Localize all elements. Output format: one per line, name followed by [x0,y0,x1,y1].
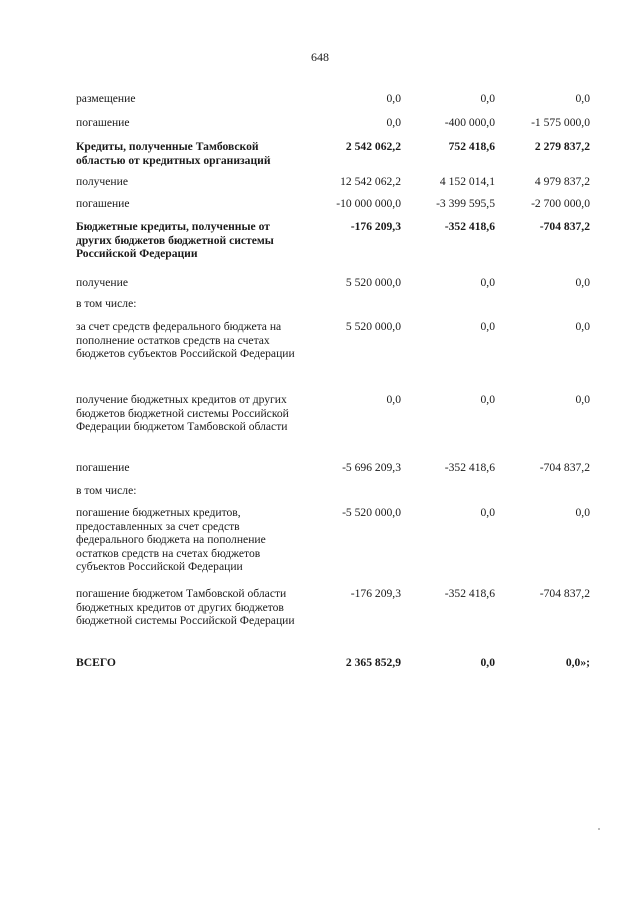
value-col-2: -3 399 595,5 [436,197,495,210]
row-label: Бюджетные кредиты, полученные от других бюджетов бюджетной системы Российской Федерации [76,220,274,260]
value-col-1: 5 520 000,0 [345,276,401,289]
row-label: получение [76,276,128,289]
value-col-1: 0,0 [386,92,401,105]
value-col-3: -704 837,2 [539,461,590,474]
value-col-1: -10 000 000,0 [336,197,401,210]
value-col-3: -704 837,2 [539,220,590,233]
value-col-1: 0,0 [386,393,401,406]
value-col-1: -5 520 000,0 [342,506,401,519]
row-label: размещение [76,92,136,105]
row-label: погашение [76,461,130,474]
value-col-2: 4 152 014,1 [439,175,495,188]
row-label: ВСЕГО [76,656,116,669]
row-label: погашение [76,197,130,210]
value-col-2: 0,0 [480,92,495,105]
value-col-3: 4 979 837,2 [534,175,590,188]
row-label: получение бюджетных кредитов от других бюджетов бюджетной системы Российской Федерации бюджетом Тамбовской области [76,393,289,433]
row-label: погашение бюджетных кредитов, предоставленных за счет средств федерального бюджета на пополнение остатков средств на счетах бюджетов субъектов Российской Федерации [76,506,266,573]
value-col-3: 2 279 837,2 [534,140,590,153]
value-col-2: -352 418,6 [444,461,495,474]
row-label: получение [76,175,128,188]
value-col-3: 0,0 [575,320,590,333]
value-col-1: 12 542 062,2 [340,175,401,188]
value-col-3: 0,0 [575,506,590,519]
value-col-3: 0,0 [575,92,590,105]
value-col-2: 0,0 [480,393,495,406]
value-col-2: 0,0 [480,320,495,333]
scan-speck [598,828,600,830]
value-col-2: 0,0 [480,506,495,519]
value-col-1: -176 209,3 [350,587,401,600]
value-col-2: 752 418,6 [448,140,495,153]
value-col-1: 0,0 [386,116,401,129]
row-label: в том числе: [76,484,137,497]
value-col-2: -400 000,0 [444,116,495,129]
value-col-3: 0,0 [575,276,590,289]
value-col-3: 0,0 [575,393,590,406]
value-col-1: -176 209,3 [350,220,401,233]
value-col-2: 0,0 [480,276,495,289]
value-col-3: -704 837,2 [539,587,590,600]
row-label: Кредиты, полученные Тамбовской областью от кредитных организаций [76,140,271,167]
value-col-1: -5 696 209,3 [342,461,401,474]
value-col-3: -1 575 000,0 [531,116,590,129]
value-col-2: 0,0 [480,656,495,669]
row-label: погашение бюджетом Тамбовской области бюджетных кредитов от других бюджетов бюджетной системы Российской Федерации [76,587,295,627]
page-number: 648 [311,50,329,64]
value-col-1: 2 365 852,9 [345,656,401,669]
value-col-2: -352 418,6 [444,220,495,233]
value-col-3: 0,0»; [565,656,590,669]
row-label: погашение [76,116,130,129]
value-col-2: -352 418,6 [444,587,495,600]
row-label: в том числе: [76,297,137,310]
value-col-1: 2 542 062,2 [345,140,401,153]
value-col-3: -2 700 000,0 [531,197,590,210]
value-col-1: 5 520 000,0 [345,320,401,333]
row-label: за счет средств федерального бюджета на пополнение остатков средств на счетах бюджетов субъектов Российской Федерации [76,320,295,360]
